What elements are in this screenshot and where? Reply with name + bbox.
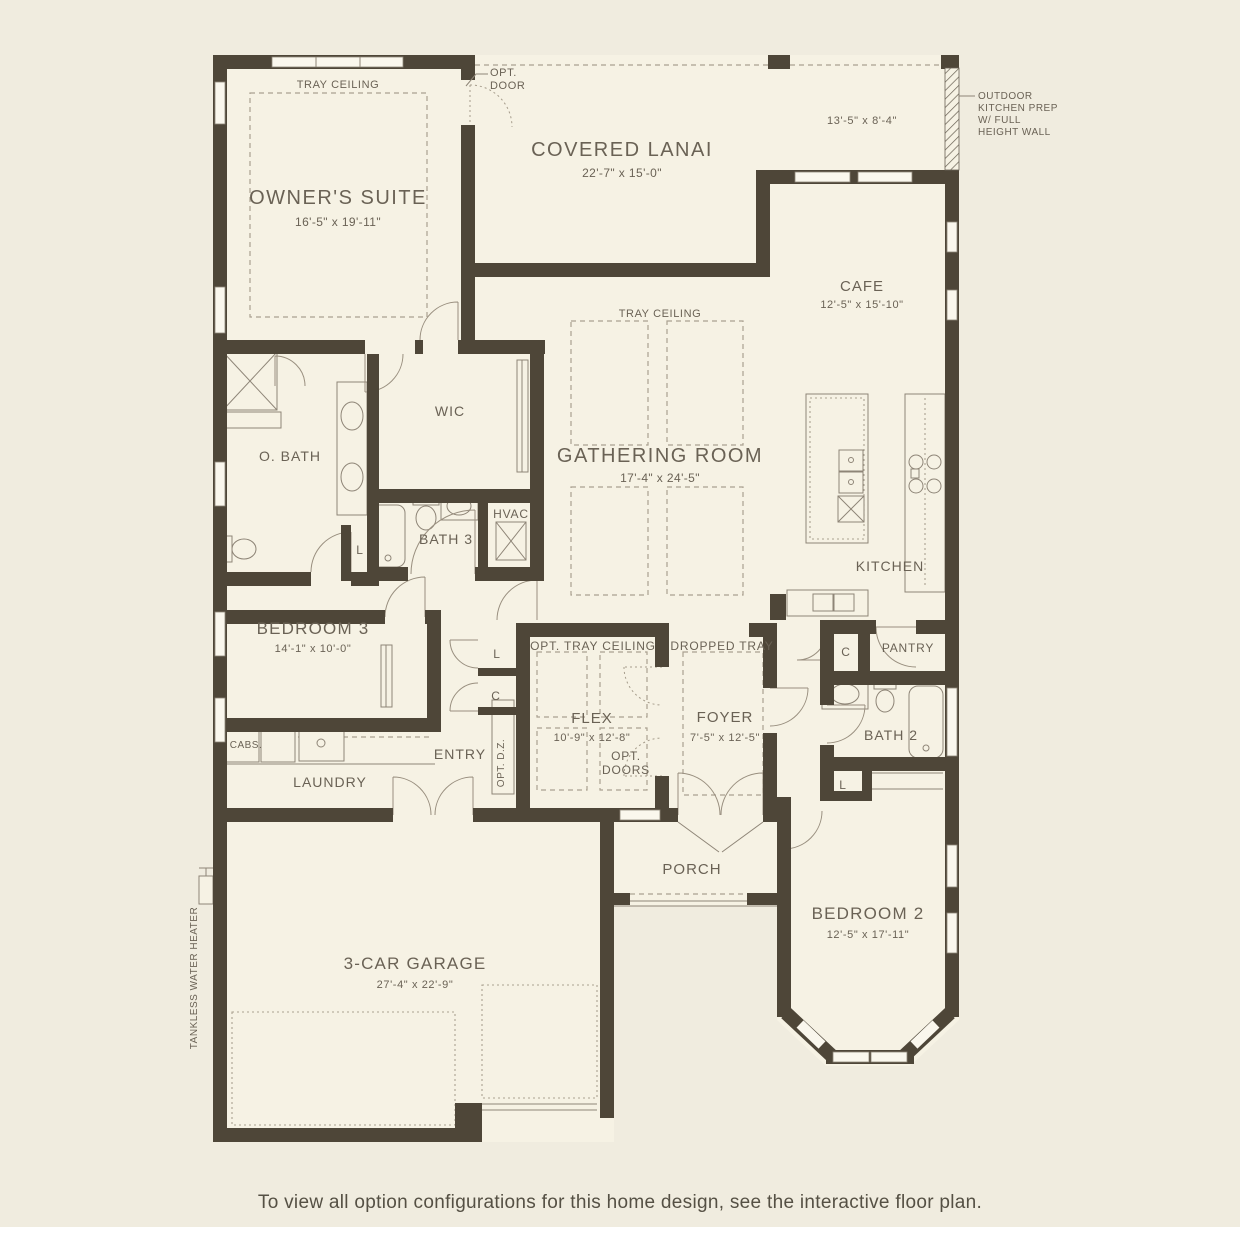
svg-text:OUTDOOR: OUTDOOR — [978, 91, 1033, 102]
outdoor-prep-dims: 13'-5" x 8'-4" — [827, 115, 897, 127]
room-dims-garage: 27'-4" x 22'-9" — [376, 979, 454, 991]
linen-label-entry: L — [493, 647, 501, 661]
room-label-bath2: BATH 2 — [864, 727, 918, 743]
room-dims-gathering: 17'-4" x 24'-5" — [620, 471, 700, 485]
room-label-bedroom3: BEDROOM 3 — [256, 619, 370, 638]
closet-shelf-icon — [517, 360, 528, 472]
svg-text:OPT.: OPT. — [611, 749, 641, 763]
room-label-wic: WIC — [434, 403, 466, 419]
footer-caption: To view all option configurations for this home design, see the interactive floor plan. — [257, 1192, 983, 1213]
kitchen-sink-icon — [787, 590, 868, 616]
room-dims-cafe: 12'-5" x 15'-10" — [820, 299, 904, 311]
owner-tray-ceiling-label: TRAY CEILING — [296, 79, 380, 91]
room-label-owners-suite: OWNER'S SUITE — [249, 187, 427, 209]
room-label-hvac: HVAC — [493, 507, 529, 521]
dropped-tray-label: DROPPED TRAY — [670, 639, 774, 653]
toilet-icon — [874, 681, 896, 712]
full-height-wall-hatch — [945, 68, 959, 170]
room-label-kitchen: KITCHEN — [855, 558, 925, 574]
linen-label-bath2: L — [839, 778, 847, 792]
gathering-tray-ceiling-label: TRAY CEILING — [618, 308, 702, 320]
room-dims-bedroom2: 12'-5" x 17'-11" — [826, 929, 910, 941]
svg-text:HEIGHT WALL: HEIGHT WALL — [978, 127, 1051, 138]
room-label-bath3: BATH 3 — [419, 531, 473, 547]
room-label-laundry: LAUNDRY — [293, 774, 367, 790]
room-label-obath: O. BATH — [259, 448, 321, 464]
opt-tray-ceiling-label: OPT. TRAY CEILING — [530, 639, 656, 653]
linen-label-bath3: L — [356, 543, 364, 557]
room-label-bedroom2: BEDROOM 2 — [811, 904, 925, 923]
hvac-unit-icon — [496, 522, 526, 560]
room-dims-flex: 10'-9" x 12'-8" — [553, 732, 631, 744]
shower-icon — [223, 352, 281, 428]
room-label-entry: ENTRY — [433, 746, 487, 762]
svg-text:DOOR: DOOR — [490, 80, 526, 92]
room-dims-owners-suite: 16'-5" x 19'-11" — [295, 215, 381, 229]
bottom-white-strip — [0, 1227, 1240, 1240]
svg-text:KITCHEN PREP: KITCHEN PREP — [978, 103, 1058, 114]
cabs-label: CABS. — [229, 740, 263, 751]
closet-label-c-pantry: C — [841, 645, 851, 659]
room-label-garage: 3-CAR GARAGE — [343, 954, 487, 973]
bathtub-icon — [909, 686, 943, 758]
room-dims-foyer: 7'-5" x 12'-5" — [690, 732, 760, 744]
double-vanity-icon — [337, 382, 367, 515]
room-label-pantry: PANTRY — [881, 641, 935, 655]
room-dims-bedroom3: 14'-1" x 10'-0" — [274, 643, 352, 655]
svg-text:W/ FULL: W/ FULL — [978, 115, 1021, 126]
room-dims-covered-lanai: 22'-7" x 15'-0" — [582, 166, 662, 180]
svg-text:DOORS: DOORS — [601, 763, 651, 777]
tankless-water-heater-icon — [199, 868, 213, 904]
wardrobe-icon — [381, 645, 392, 707]
room-label-porch: PORCH — [662, 861, 722, 878]
closet-label-entry: C — [491, 689, 501, 703]
room-label-foyer: FOYER — [696, 709, 754, 726]
svg-text:OPT.: OPT. — [490, 67, 517, 79]
tankless-water-heater-label: TANKLESS WATER HEATER — [189, 906, 200, 1050]
kitchen-island-icon — [806, 394, 868, 543]
room-label-flex: FLEX — [571, 710, 613, 727]
opt-dz-label: OPT. D.Z. — [496, 738, 507, 788]
room-label-covered-lanai: COVERED LANAI — [531, 139, 713, 161]
room-label-gathering: GATHERING ROOM — [556, 445, 764, 467]
room-label-cafe: CAFE — [839, 278, 885, 295]
outdoor-kitchen-label — [978, 91, 1058, 138]
